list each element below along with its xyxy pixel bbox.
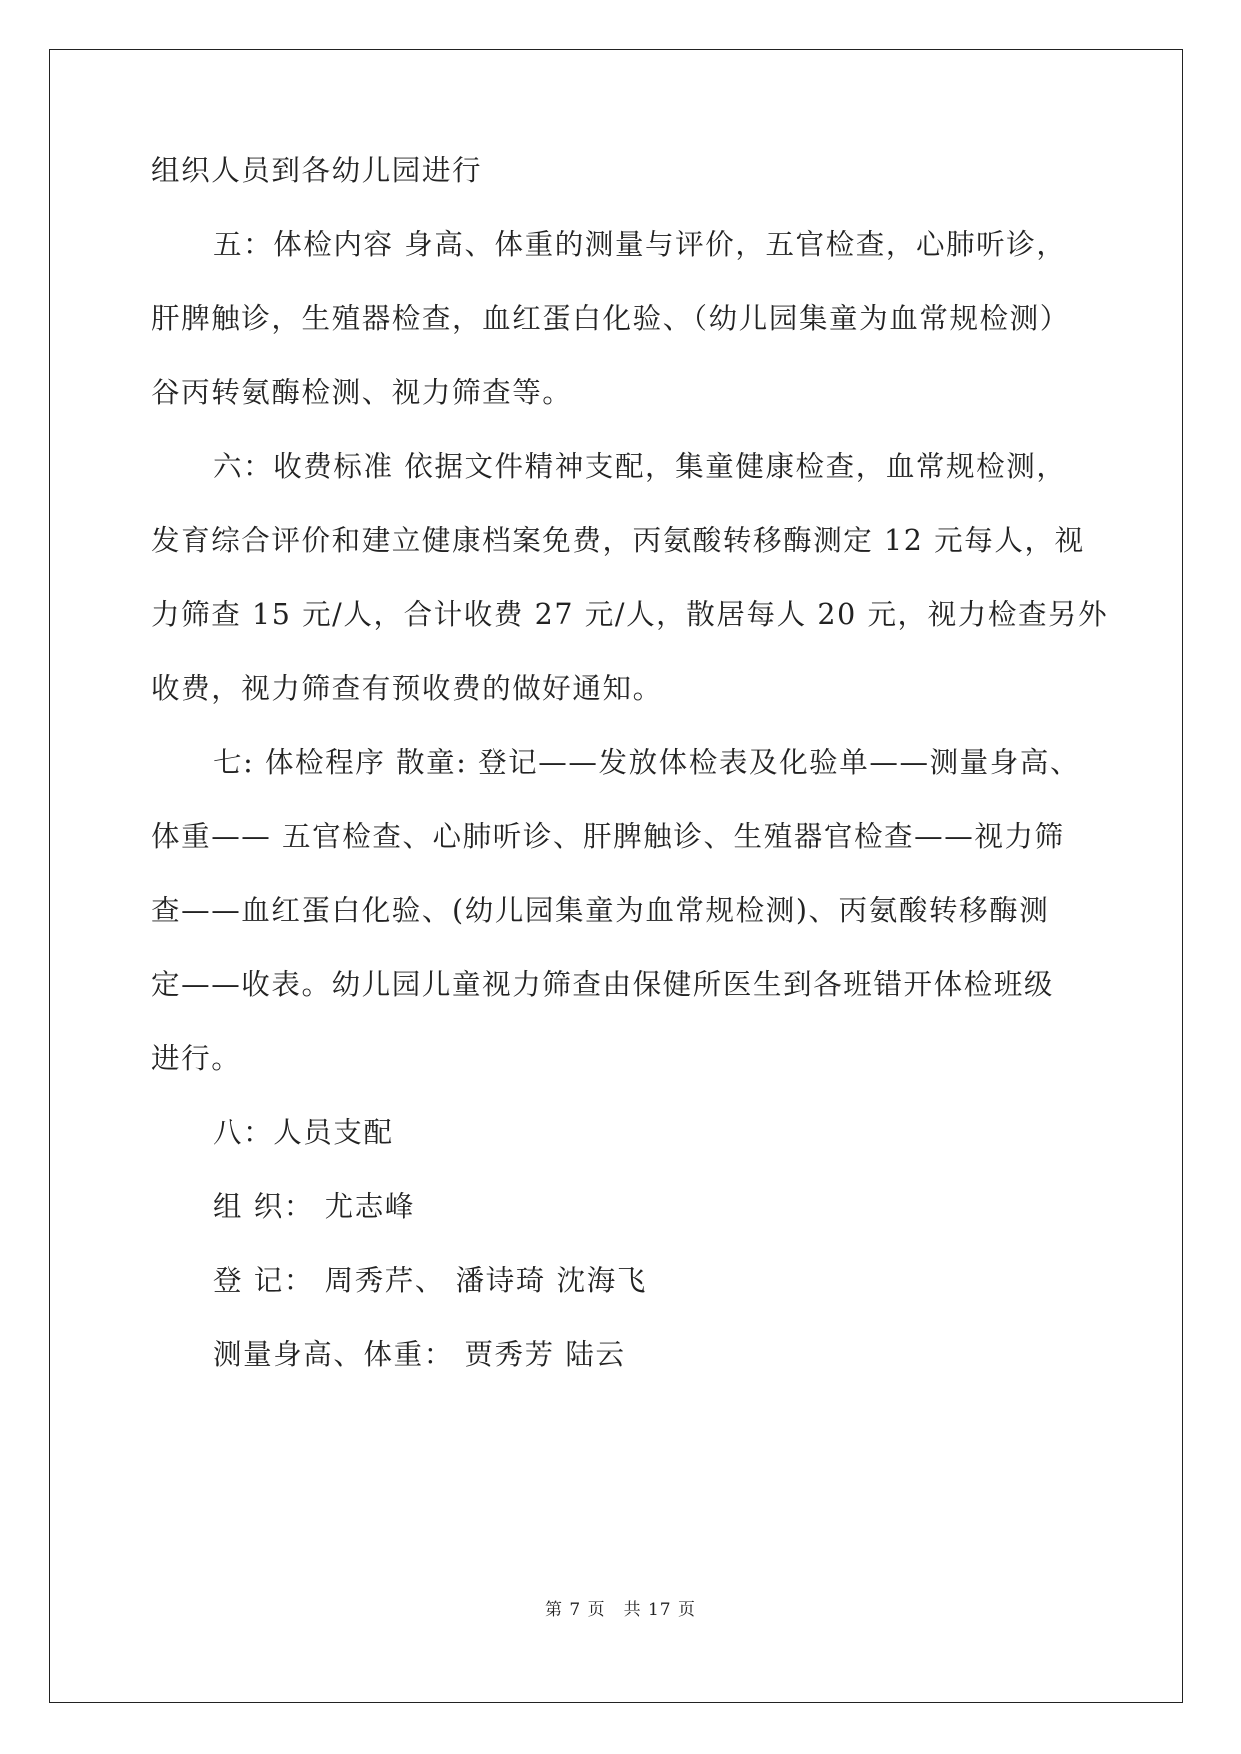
- section-heading-five: 五：体检内容 身高、体重的测量与评价，五官检查，心肺听诊，: [213, 228, 1067, 261]
- staff-measurement: 测量身高、体重： 贾秀芳 陆云: [213, 1338, 626, 1371]
- page-border: [49, 49, 1183, 1703]
- text-line: 进行。: [151, 1042, 242, 1075]
- text-line: 查——血红蛋白化验、(幼儿园集童为血常规检测)、丙氨酸转移酶测: [151, 894, 1050, 927]
- staff-registration: 登 记： 周秀芹、 潘诗琦 沈海飞: [213, 1264, 647, 1297]
- text-line: 发育综合评价和建立健康档案免费，丙氨酸转移酶测定 12 元每人，视: [151, 524, 1085, 557]
- page-number: 第 7 页 共 17 页: [544, 1600, 697, 1620]
- text-line: 力筛查 15 元/人，合计收费 27 元/人，散居每人 20 元，视力检查另外: [151, 598, 1109, 631]
- text-line: 体重—— 五官检查、心肺听诊、肝脾触诊、生殖器官检查——视力筛: [151, 820, 1065, 853]
- text-line: 定——收表。幼儿园儿童视力筛查由保健所医生到各班错开体检班级: [151, 968, 1055, 1001]
- text-line: 谷丙转氨酶检测、视力筛查等。: [151, 376, 573, 409]
- section-heading-eight: 八：人员支配: [213, 1116, 394, 1149]
- text-line: 肝脾触诊，生殖器检查，血红蛋白化验、（幼儿园集童为血常规检测）: [151, 302, 1070, 335]
- section-heading-seven: 七: 体检程序 散童: 登记——发放体检表及化验单——测量身高、: [213, 746, 1081, 779]
- staff-organizer: 组 织： 尤志峰: [213, 1190, 415, 1223]
- text-line: 组织人员到各幼儿园进行: [151, 154, 483, 187]
- text-line: 收费，视力筛查有预收费的做好通知。: [151, 672, 663, 705]
- section-heading-six: 六：收费标准 依据文件精神支配，集童健康检查，血常规检测，: [213, 450, 1067, 483]
